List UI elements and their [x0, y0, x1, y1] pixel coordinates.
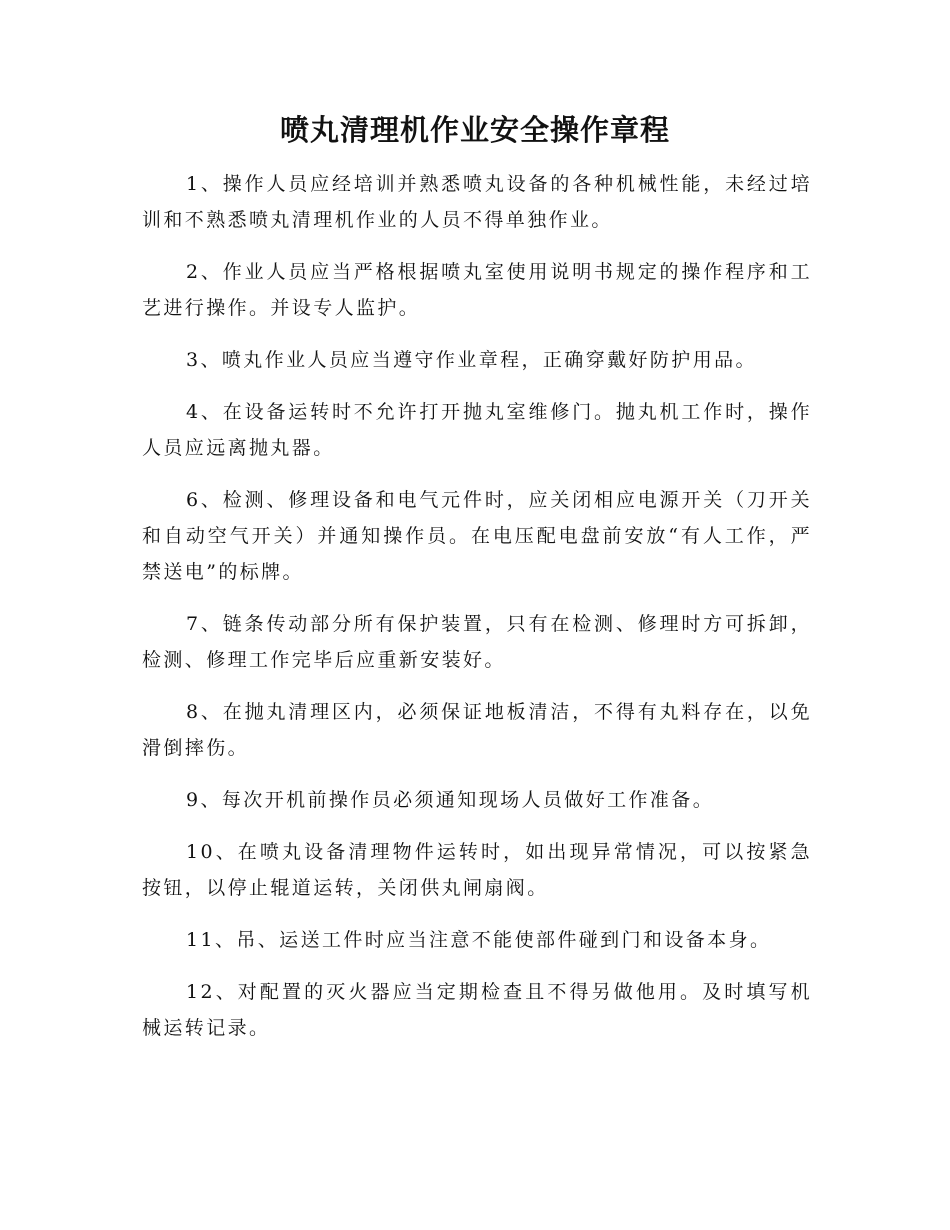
paragraph-3: 3、喷丸作业人员应当遵守作业章程，正确穿戴好防护用品。: [186, 349, 757, 371]
paragraph-4: 4、在设备运转时不允许打开抛丸室维修门。抛丸机工作时，操作人员应远离抛丸器。: [142, 401, 812, 459]
paragraph-12: 12、对配置的灭火器应当定期检查且不得另做他用。及时填写机械运转记录。: [142, 981, 812, 1039]
paragraph-9: 9、每次开机前操作员必须通知现场人员做好工作准备。: [186, 789, 715, 811]
paragraph-10: 10、在喷丸设备清理物件运转时，如出现异常情况，可以按紧急按钮，以停止辊道运转，关闭供丸闸扇阀。: [142, 841, 812, 899]
paragraph-11: 11、吊、运送工件时应当注意不能使部件碰到门和设备本身。: [186, 929, 772, 951]
paragraph-6: 6、检测、修理设备和电气元件时，应关闭相应电源开关（刀开关和自动空气开关）并通知操作员。在电压配电盘前安放“有人工作，严禁送电”的标牌。: [142, 489, 812, 583]
document-body: [142, 166, 812, 1062]
paragraph-8: 8、在抛丸清理区内，必须保证地板清洁，不得有丸料存在，以免滑倒摔伤。: [142, 701, 812, 759]
paragraph-2: 2、作业人员应当严格根据喷丸室使用说明书规定的操作程序和工艺进行操作。并设专人监护。: [142, 261, 812, 319]
document-title: 喷丸清理机作业安全操作章程: [279, 113, 670, 147]
paragraph-7: 7、链条传动部分所有保护装置，只有在检测、修理时方可拆卸，检测、修理工作完毕后应重新安装好。: [142, 613, 812, 671]
paragraph-1: 1、操作人员应经培训并熟悉喷丸设备的各种机械性能，未经过培训和不熟悉喷丸清理机作业的人员不得单独作业。: [142, 173, 812, 231]
